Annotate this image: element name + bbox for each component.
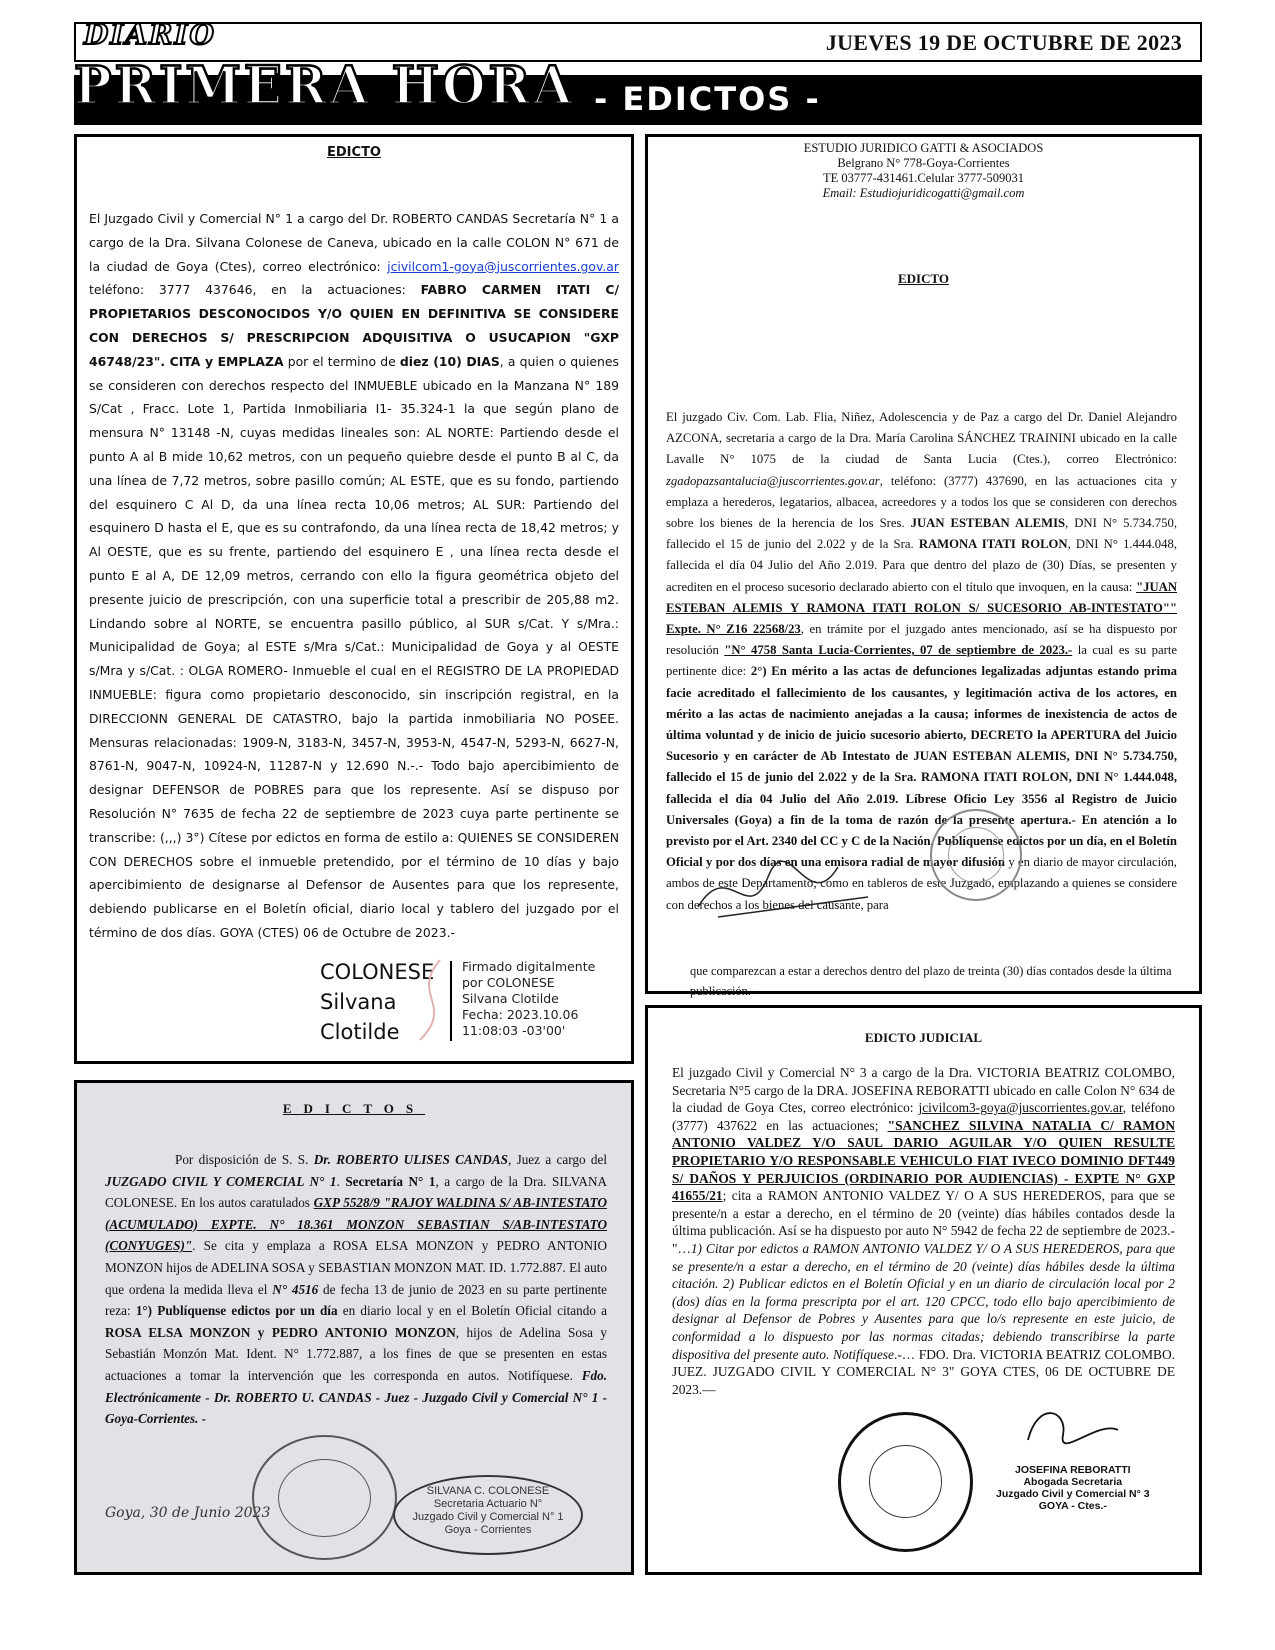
edict-2-email: zgadopazsantalucia@juscorrientes.gov.ar [666, 473, 880, 488]
edict-3-caratula: GXP 5528/9 "RAJOY WALDINA S/ AB-INTESTATO (ACUMULADO) EXPTE. N° 18.361 MONZON SEBASTIAN S/AB-INTESTATO (CONYUGES)" [105, 1195, 607, 1254]
edict-1-email-link[interactable]: jcivilcom1-goya@juscorrientes.gov.ar [387, 258, 619, 274]
edict-3-body: Por disposición de S. S. Dr. ROBERTO ULISES CANDAS, Juez a cargo del JUZGADO CIVIL Y COMERCIAL N° 1. Secretaría N° 1, a cargo de la Dra. SILVANA COLONESE. En los autos caratulados GXP 5528/9 "RAJOY WALDINA S/ AB-INTESTATO (ACUMULADO) EXPTE. N° 18.361 MONZON SEBASTIAN S/AB-INTESTATO (CONYUGES)". Se cita y emplaza a ROSA ELSA MONZON y PEDRO ANTONIO MONZON hijos de ADELINA SOSA y SEBASTIAN MONZON MAT. ID. 1.772.887. El auto que ordena la medida lleva el N° 4516 de fecha 13 de junio de 2023 en su parte pertinente reza: 1°) Publíquense edictos por un día en diario local y en el Boletín Oficial citando a ROSA ELSA MONZON y PEDRO ANTONIO MONZON, hijos de Adelina Sosa y Sebastián Monzón Mat. Ident. N° 1.772.887, a los fines de que se presenten en estas actuaciones a tomar la intervención que les corresponda en autos. Notifíquese. Fdo. Electrónicamente - Dr. ROBERTO U. CANDAS - Juez - Juzgado Civil y Comercial N° 1 - Goya-Corrientes. - [105, 1152, 608, 1427]
court-seal-icon [838, 1412, 973, 1552]
section-title: - EDICTOS - [594, 80, 821, 118]
signature-scribble-icon [1008, 1400, 1128, 1460]
signature-scribble-icon [400, 955, 460, 1045]
signature-scribble-icon [688, 837, 888, 947]
court-seal-icon [930, 809, 1022, 901]
secretary-stamp: SILVANA C. COLONESE Secretaria Actuario N° Juzgado Civil y Comercial N° 1 Goya - Corrientes [393, 1475, 583, 1555]
edict-1-plazo: diez (10) DIAS [399, 353, 500, 369]
signature-metadata: Firmado digitalmente por COLONESE Silvana Clotilde Fecha: 2023.10.06 11:08:03 -03'00' [462, 959, 596, 1038]
edict-4-title: EDICTO JUDICIAL [864, 1030, 983, 1045]
edict-4-body: El juzgado Civil y Comercial N° 3 a cargo de la Dra. VICTORIA BEATRIZ COLOMBO, Secretaria N°5 cargo de la DRA. JOSEFINA REBORATTI ubicado en calle Colon N° 634 de la ciudad de Goya Ctes, correo electrónico: jcivilcom3-goya@juscorrientes.gov.ar, teléfono (3777) 437622 en las actuaciones; "SANCHEZ SILVINA NATALIA C/ RAMON ANTONIO VALDEZ Y/O SAUL DARIO AGUILAR Y/O QUIEN RESULTE PROPIETARIO Y/O RESPONSABLE VEHICULO FIAT IVECO DOMINIO DFT449 S/ DAÑOS Y PERJUICIOS (ORDINARIO POR AUDIENCIAS) - EXPTE N° GXP 41655/21; cita a RAMON ANTONIO VALDEZ Y/ O A SUS HEREDEROS, para que se presente/n a estar a derecho, en el término de 20 (veinte) días hábiles contados desde la última publicación. Así se ha dispuesto por auto N° 5942 de fecha 22 de septiembre de 2023.- "…1) Citar por edictos a RAMON ANTONIO VALDEZ Y/ O A SUS HEREDEROS, para que se presente/n a estar a derecho, en el término de 20 (veinte) días hábiles desde la última citación. 2) Publicar edictos en el Boletín Oficial y en un diario de circulación local por 2 (dos) días en la forma prescripta por el art. 120 CPCC, todo ello bajo apercibimiento de designar al Defensor de Pobres y Ausentes para que lo/s represente en este juicio, de conformidad a lo dispuesto por las normas citadas; debiendo transcribirse la parte dispositiva del presente auto. Notifíquese.-… FDO. Dra. VICTORIA BEATRIZ COLOMBO. JUEZ. JUZGADO CIVIL Y COMERCIAL N° 3" GOYA CTES, 06 DE OCTUBRE DE 2023.— [672, 1065, 1176, 1397]
edict-2-title: EDICTO [897, 271, 950, 286]
signer-name: COLONESE Silvana Clotilde [320, 960, 435, 1044]
edict-2-tail: que comparezcan a estar a derechos dentro del plazo de treinta (30) días contados desde la última publicación. - [690, 964, 1172, 999]
edict-1-body: El Juzgado Civil y Comercial N° 1 a cargo del Dr. ROBERTO CANDAS Secretaría N° 1 a cargo de la Dra. Silvana Colonese de Caneva, ubicado en la calle COLON N° 671 de la ciudad de Goya (Ctes), correo electrónico: jcivilcom1-goya@juscorrientes.gov.ar teléfono: 3777 437646, en la actuaciones: FABRO CARMEN ITATI C/ PROPIETARIOS DESCONOCIDOS Y/O QUIEN EN DEFINITIVA SE CONSIDERE CON DERECHOS S/ PRESCRIPCION ADQUISITIVA O USUCAPION "GXP 46748/23". CITA y EMPLAZA por el termino de diez (10) DIAS, a quien o quienes se consideren con derechos respecto del INMUEBLE ubicado en la Manzana N° 189 S/Cat , Fracc. Lote 1, Partida Inmobiliaria I1- 35.324-1 la que según plano de mensura N° 13148 -N, cuyas medidas lineales son: AL NORTE: Partiendo desde el punto A al B mide 10,62 metros, con un pequeño quiebre desde el punto B al C, da una línea de 7,72 metros, sobre pasillo común; AL ESTE, que es su fondo, partiendo del esquinero C Al D, da una línea recta 10,06 metros; AL SUR: Partiendo del esquinero D hasta el E, que es su contrafondo, da una línea recta de 18,42 metros; y Al OESTE, que es su frente, partiendo del esquinero E , una línea recta desde el punto E al A, DE 12,09 metros, cerrando con ello la figura geométrica objeto del presente juicio de prescripción, con una superficie total a prescribir de 205,88 m2. Lindando sobre al NORTE, se encuentra pasillo público, al SUR s/Cat. Y s/Mra.: Municipalidad de Goya; al ESTE s/Mra s/Cat.: Municipalidad de Goya y al OESTE s/Mra y s/Cat. : OLGA ROMERO- Inmueble el cual en el REGISTRO DE LA PROPIEDAD INMUEBLE: figura como propietario desconocido, sin inscripción registral, en la DIRECCIONN GENERAL DE CATASTRO, bajo la partida inmobiliaria NO POSEE. Mensuras relacionadas: 1909-N, 3183-N, 3457-N, 3953-N, 4547-N, 5293-N, 6627-N, 8761-N, 9047-N, 10924-N, 11287-N y 12.690 N.-.- Todo bajo apercibimiento de designar DEFENSOR de POBRES para que los represente. Así se dispuso por Resolución N° 7635 de fecha 22 de septiembre de 2023 cuya parte pertinente se transcribe: (,,,) 3°) Cítese por edictos en forma de estilo a: QUIENES SE CONSIDEREN CON DERECHOS sobre el inmueble pretendido, por el término de 10 días y bajo apercibimiento de designarse al Defensor de Ausentes para que los represente, debiendo publicarse en el Boletín oficial, diario local y tablero del juzgado por el término de dos días. GOYA (CTES) 06 de Octubre de 2023.- [89, 211, 619, 940]
edict-3-title: EDICTOS [282, 1101, 426, 1116]
edict-4-email-link[interactable]: jcivilcom3-goya@juscorrientes.gov.ar [918, 1100, 1123, 1116]
edict-1-caratula: FABRO CARMEN ITATI C/ PROPIETARIOS DESCONOCIDOS Y/O QUIEN EN DEFINITIVA SE CONSIDERE CON DERECHOS S/ PRESCRIPCION ADQUISITIVA O USUCAPION "GXP 46748/23". CITA y EMPLAZA [89, 282, 619, 369]
edict-1-title: EDICTO [327, 145, 381, 160]
publication-date: JUEVES 19 DE OCTUBRE DE 2023 [825, 30, 1182, 55]
edict-2-causa: "JUAN ESTEBAN ALEMIS Y RAMONA ITATI ROLON S/ SUCESORIO AB-INTESTATO"" Expte. N° Z16 22568/23 [666, 579, 1177, 637]
edict-panel-4 [645, 1005, 1202, 1575]
court-seal-icon [252, 1435, 397, 1560]
edict-panel-3 [74, 1080, 634, 1575]
logo-primera-hora: PRIMERA HORA [74, 54, 575, 116]
edict-2-body: El juzgado Civ. Com. Lab. Flia, Niñez, Adolescencia y de Paz a cargo del Dr. Daniel Alejandro AZCONA, secretaria a cargo de la Dra. María Carolina SÁNCHEZ TRAININI ubicado en la calle Lavalle N° 1075 de la ciudad de Santa Lucia (Ctes.), correo Electrónico: zgadopazsantalucia@juscorrientes.gov.ar, teléfono: (3777) 437690, en las actuaciones cita y emplaza a herederos, legatarios, albacea, acreedores y a todos los que se consideren con derechos sobre los bienes de la herencia de los Sres. JUAN ESTEBAN ALEMIS, DNI N° 5.734.750, fallecido el 15 de junio del 2.022 y de la Sra. RAMONA ITATI ROLON, DNI N° 1.444.048, fallecida el día 04 Julio del Año 2.019. Para que dentro del plazo de (30) Días, se presenten y acrediten en el proceso sucesorio declarado abierto con el título que invoquen, en la causa: "JUAN ESTEBAN ALEMIS Y RAMONA ITATI ROLON S/ SUCESORIO AB-INTESTATO"" Expte. N° Z16 22568/23, en trámite por el juzgado antes mencionado, así se ha dispuesto por resolución "N° 4758 Santa Lucia-Corrientes, 07 de septiembre de 2023.- la cual es su parte pertinente dice: 2°) En mérito a las actas de defunciones legalizadas adjuntas estando prima facie acreditado el fallecimiento de los causantes, y legitimación activa de los actores, en mérito a las actas de nacimiento anejadas a la causa; informes de inexistencia de actos de última voluntad y de inicio de juicio sucesorio abierto, DECRETO la APERTURA del Juicio Sucesorio y en carácter de Ab Intestato de JUAN ESTEBAN ALEMIS, DNI N° 5.734.750, fallecido el 15 de junio del 2.022 y de la Sra. RAMONA ITATI ROLON, DNI N° 1.444.048, fallecida el día 04 Julio del Año 2.019. Líbrese Oficio Ley 3556 al Registro de Juicio Universales (Goya) a fin de la toma de razón de la presente apertura.- En atención a lo previsto por el Art. 2340 del CC y C de la Nación, Publíquense edictos por un día, en el Boletín Oficial y por dos días en una emisora radial de mayor difusión y en diario de mayor circulación, ambos de este Departamento; como en tableros de este Juzgado, emplazando a quienes se considere con derechos a los bienes del causante, para [666, 410, 1177, 912]
handwritten-date: Goya, 30 de Junio 2023 [105, 1505, 271, 1521]
edict-panel-1 [74, 134, 634, 1064]
digital-signature-block [320, 955, 620, 1050]
logo-diario: DIARIO [84, 18, 216, 51]
secretary-signature-block: JOSEFINA REBORATTI Abogada Secretaria Juzgado Civil y Comercial N° 3 GOYA - Ctes.- [996, 1464, 1150, 1512]
edict-panel-2 [645, 134, 1202, 999]
law-firm-header: ESTUDIO JURIDICO GATTI & ASOCIADOS Belgrano N° 778-Goya-Corrientes TE 03777-431461.Celular 3777-509031 Email: Estudiojuridicogatti@gmail.com [803, 141, 1044, 200]
edict-4-caratula: "SANCHEZ SILVINA NATALIA C/ RAMON ANTONIO VALDEZ Y/O SAUL DARIO AGUILAR Y/O QUIEN RESULTE PROPIETARIO Y/O RESPONSABLE VEHICULO FIAT IVECO DOMINIO DFT449 S/ DAÑOS Y PERJUICIOS (ORDINARIO POR AUDIENCIAS) - EXPTE N° GXP 41655/21 [672, 1117, 1175, 1204]
